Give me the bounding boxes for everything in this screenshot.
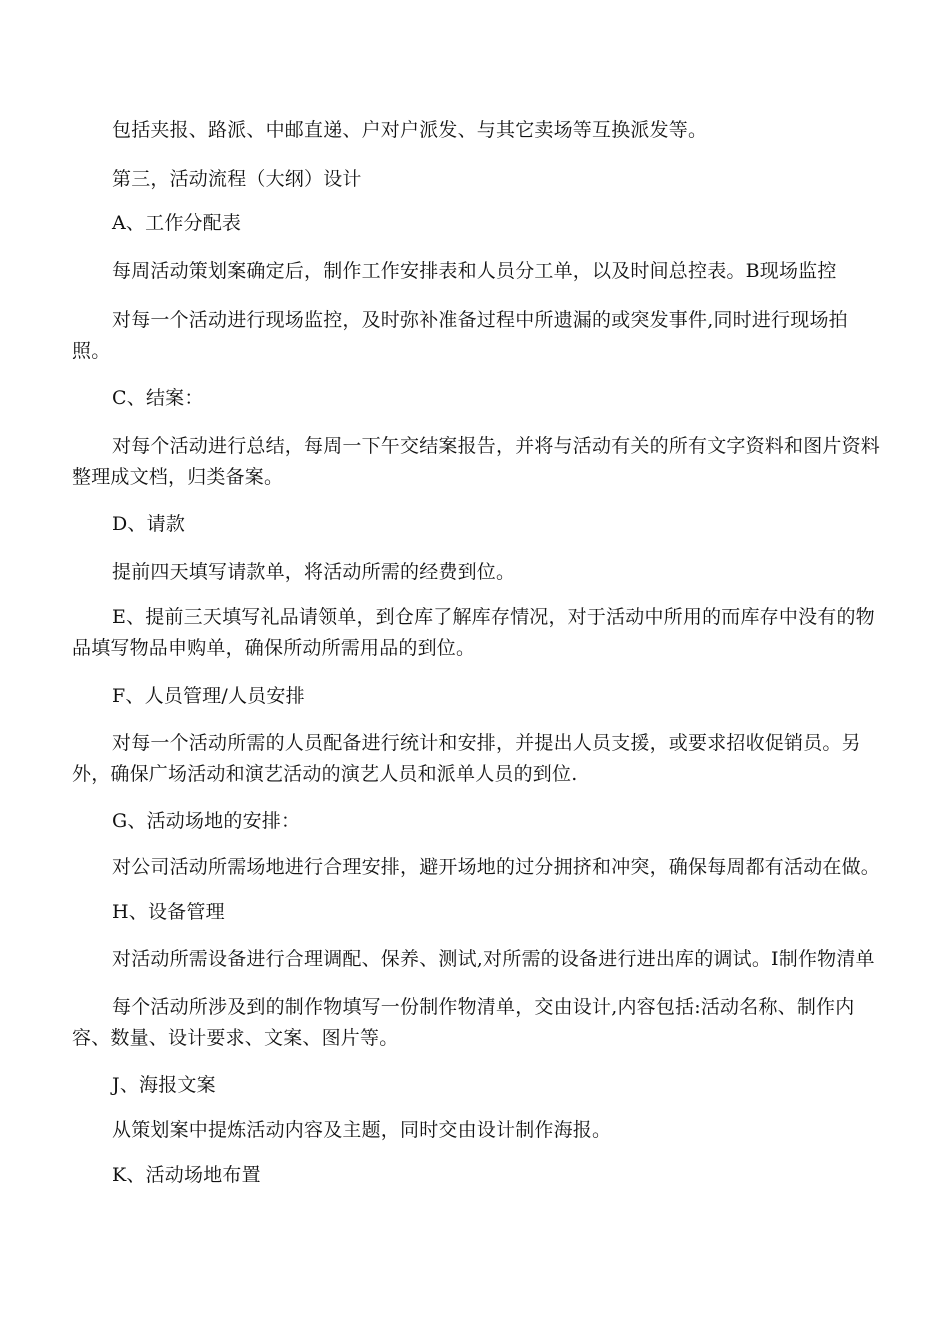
section-heading: 第三，活动流程（大纲）设计: [112, 168, 362, 190]
paragraph-line: 包括夹报、路派、中邮直递、户对户派发、与其它卖场等互换派发等。: [112, 119, 708, 141]
paragraph-continuation: 整理成文档，归类备案。: [72, 466, 284, 488]
item-heading-k: K、活动场地布置: [112, 1164, 261, 1186]
item-heading-a: A、工作分配表: [112, 212, 242, 234]
item-heading-c: C、结案：: [112, 387, 204, 409]
paragraph-line: 对公司活动所需场地进行合理安排，避开场地的过分拥挤和冲突，确保每周都有活动在做。: [112, 856, 881, 878]
paragraph-line: 每个活动所涉及到的制作物填写一份制作物清单，交由设计,内容包括:活动名称、制作内: [112, 996, 855, 1018]
item-heading-j: J、海报文案: [112, 1074, 216, 1096]
paragraph-line: 对每一个活动进行现场监控，及时弥补准备过程中所遗漏的或突发事件,同时进行现场拍: [112, 309, 848, 331]
paragraph-continuation: 照。: [72, 340, 111, 362]
item-heading-f: F、人员管理/人员安排: [112, 685, 305, 707]
item-heading-d: D、请款: [112, 513, 186, 535]
paragraph-continuation: 容、数量、设计要求、文案、图片等。: [72, 1027, 399, 1049]
paragraph-line: 对每个活动进行总结，每周一下午交结案报告，并将与活动有关的所有文字资料和图片资料: [112, 435, 881, 457]
paragraph-line: 对活动所需设备进行合理调配、保养、测试,对所需的设备进行进出库的调试。I制作物清单: [112, 948, 875, 970]
item-heading-h: H、设备管理: [112, 901, 225, 923]
paragraph-line: 提前四天填写请款单，将活动所需的经费到位。: [112, 561, 516, 583]
paragraph-line: E、提前三天填写礼品请领单，到仓库了解库存情况，对于活动中所用的而库存中没有的物: [112, 606, 875, 628]
paragraph-continuation: 品填写物品申购单，确保所动所需用品的到位。: [72, 637, 476, 659]
paragraph-line: 从策划案中提炼活动内容及主题，同时交由设计制作海报。: [112, 1119, 612, 1141]
paragraph-line: 每周活动策划案确定后，制作工作安排表和人员分工单，以及时间总控表。B现场监控: [112, 260, 837, 282]
item-heading-g: G、活动场地的安排：: [112, 810, 301, 832]
paragraph-continuation: 外，确保广场活动和演艺活动的演艺人员和派单人员的到位.: [72, 763, 578, 785]
paragraph-line: 对每一个活动所需的人员配备进行统计和安排，并提出人员支援，或要求招收促销员。另: [112, 732, 861, 754]
